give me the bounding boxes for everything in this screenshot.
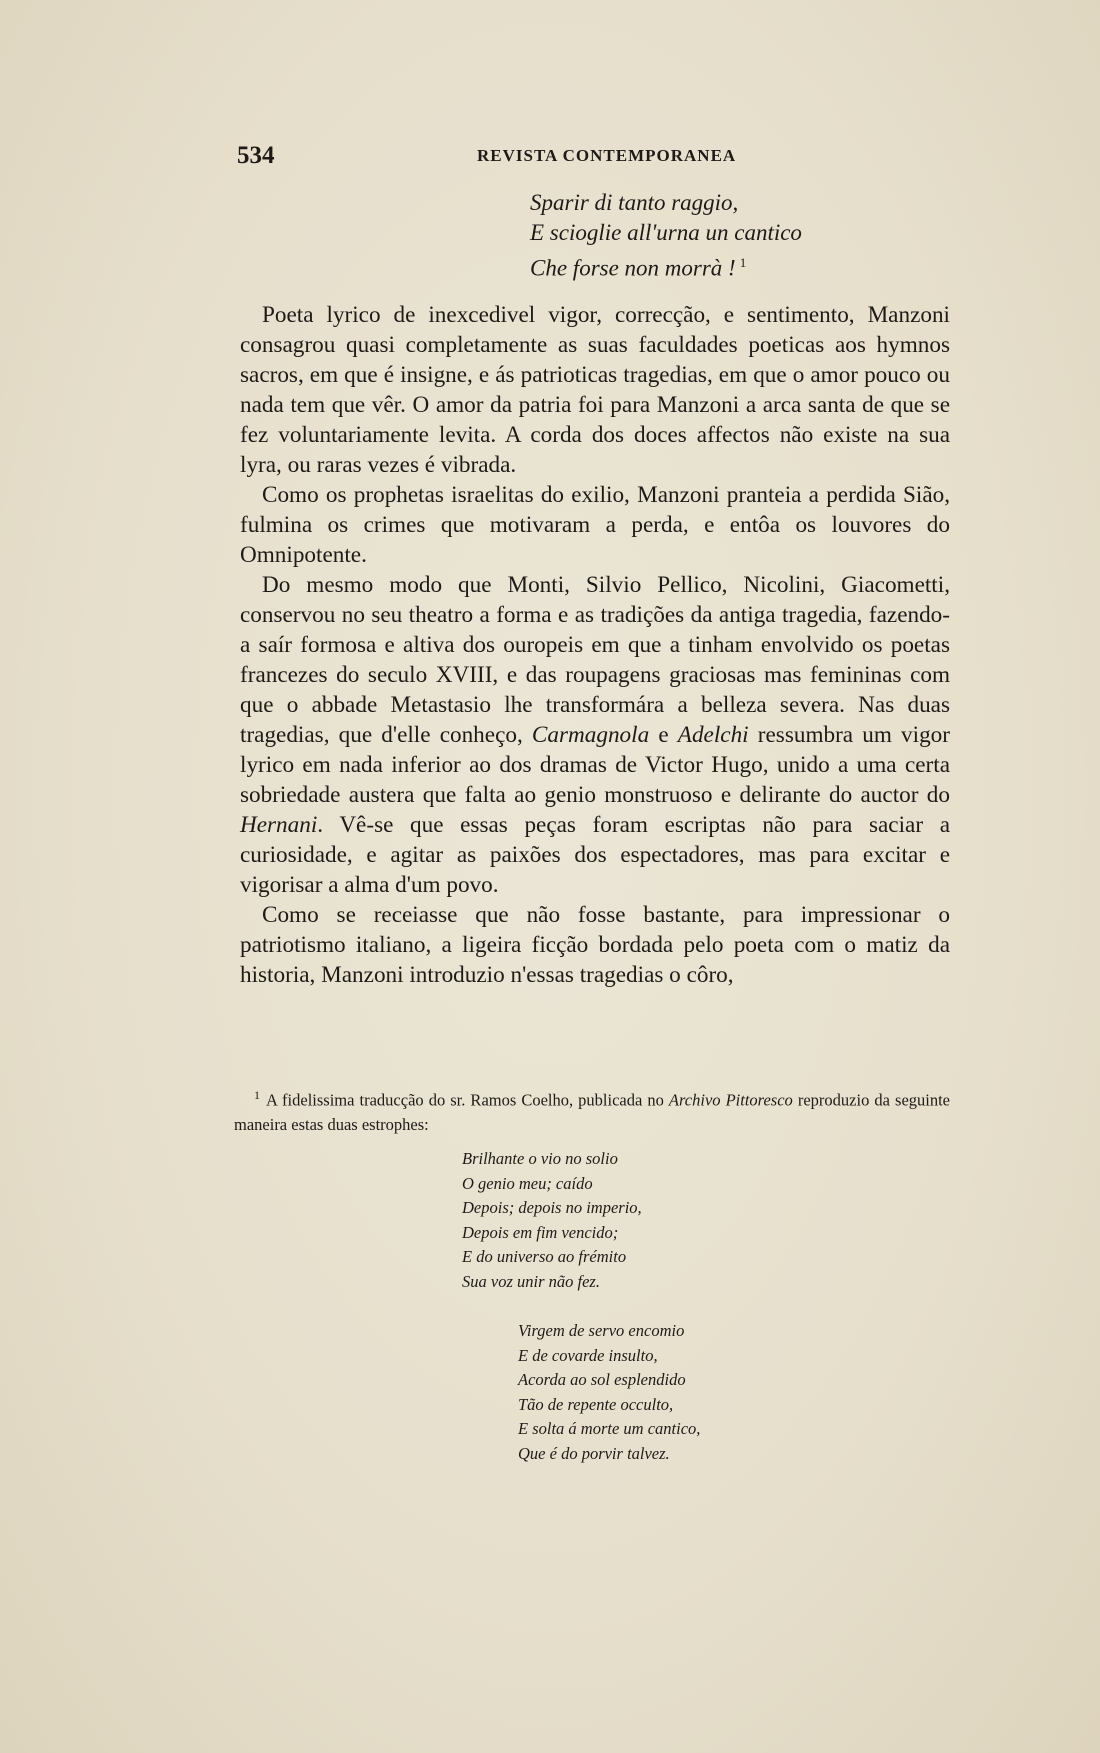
- title-adelchi: Adelchi: [677, 722, 749, 748]
- verse-line: Sparir di tanto raggio,: [530, 190, 739, 215]
- stanza-line: Que é do porvir talvez.: [518, 1443, 670, 1463]
- stanza-line: O genio meu; caído: [462, 1173, 593, 1193]
- footnote-marker: 1: [254, 1088, 260, 1102]
- verse-line-text: Che forse non morrà !: [530, 255, 736, 281]
- journal-title: Archivo Pittoresco: [668, 1090, 793, 1110]
- italian-verse: [530, 188, 910, 284]
- stanza-line: Virgem de servo encomio: [518, 1321, 685, 1340]
- stanza-line: Tão de repente occulto,: [518, 1394, 674, 1414]
- stanza-line: E solta á morte um cantico,: [518, 1419, 701, 1438]
- stanza-line: Sua voz unir não fez.: [462, 1271, 600, 1291]
- verse-line: [530, 248, 910, 284]
- paragraph-prophets: Como os prophetas israelitas do exilio, Manzoni pranteia a perdida Sião, fulmina os crimes que motivaram a perda, e entôa os louvores do Omnipotente.: [240, 482, 950, 568]
- stanza-line: Depois; depois no imperio,: [462, 1198, 642, 1217]
- title-carmagnola: Carmagnola: [531, 722, 650, 748]
- translated-stanza-2: [518, 1319, 700, 1466]
- stanza-line: Acorda ao sol esplendido: [518, 1370, 686, 1389]
- title-hernani: Hernani: [240, 812, 318, 838]
- stanza-line: Depois em fim vencido;: [462, 1222, 619, 1242]
- stanza-line: E do universo ao frémito: [462, 1247, 627, 1266]
- footnote-reference-marker: 1: [739, 255, 747, 270]
- running-title: REVISTA CONTEMPORANEA: [477, 146, 737, 165]
- translated-stanza-1: [462, 1147, 642, 1294]
- paragraph-lyric-poet: Poeta lyrico de inexcedivel vigor, correcção, e sentimento, Manzoni consagrou quasi completamente as suas faculdades poeticas aos hymnos sacros, em que é insigne, e ás patrioticas tragedias, em que o amor pouco ou nada tem que vêr. O amor da patria foi para Manzoni a arca santa de que se fez voluntariamente levita. A corda dos doces affectos não existe na sua lyra, ou raras vezes é vibrada.: [240, 302, 950, 478]
- body-text: [240, 300, 950, 990]
- paragraph-theatre: Do mesmo modo que Monti, Silvio Pellico, Nicolini, Giacometti, conservou no seu theatro a forma e as tradições da antiga tragedia, fazendo-a saír formosa e altiva dos ouropeis em que a tinham envolvido os poetas francezes do seculo XVIII, e das roupagens graciosas mas femininas com que o abbade Metastasio lhe transformára a belleza severa. Nas duas tragedias, que d'elle conheço, Carmagnola e Adelchi ressumbra um vigor lyrico em nada inferior ao dos dramas de Victor Hugo, unido a uma certa sobriedade austera que falta ao genio monstruoso e delirante do auctor do Hernani. Vê-se que essas peças foram escriptas não para saciar a curiosidade, e agitar as paixões dos espectadores, mas para excitar e vigorisar a alma d'um povo.: [240, 572, 950, 898]
- page-number: 534: [237, 142, 275, 169]
- verse-line: E scioglie all'urna un cantico: [530, 220, 802, 245]
- footnote: [234, 1083, 950, 1137]
- stanza-line: Brilhante o vio no solio: [462, 1149, 618, 1168]
- footnote-text: $^1$ A fidelissima traducção do sr. Ramos Coelho, publicada no Archivo Pittoresco reproduzio da seguinte maneira estas duas estrophes:: [234, 1088, 951, 1134]
- stanza-line: E de covarde insulto,: [518, 1345, 658, 1365]
- paragraph-choir: Como se receiasse que não fosse bastante, para impressionar o patriotismo italiano, a ligeira ficção bordada pelo poeta com o matiz da historia, Manzoni introduzio n'essas tragedias o côro,: [240, 902, 950, 988]
- page-header: [237, 142, 949, 172]
